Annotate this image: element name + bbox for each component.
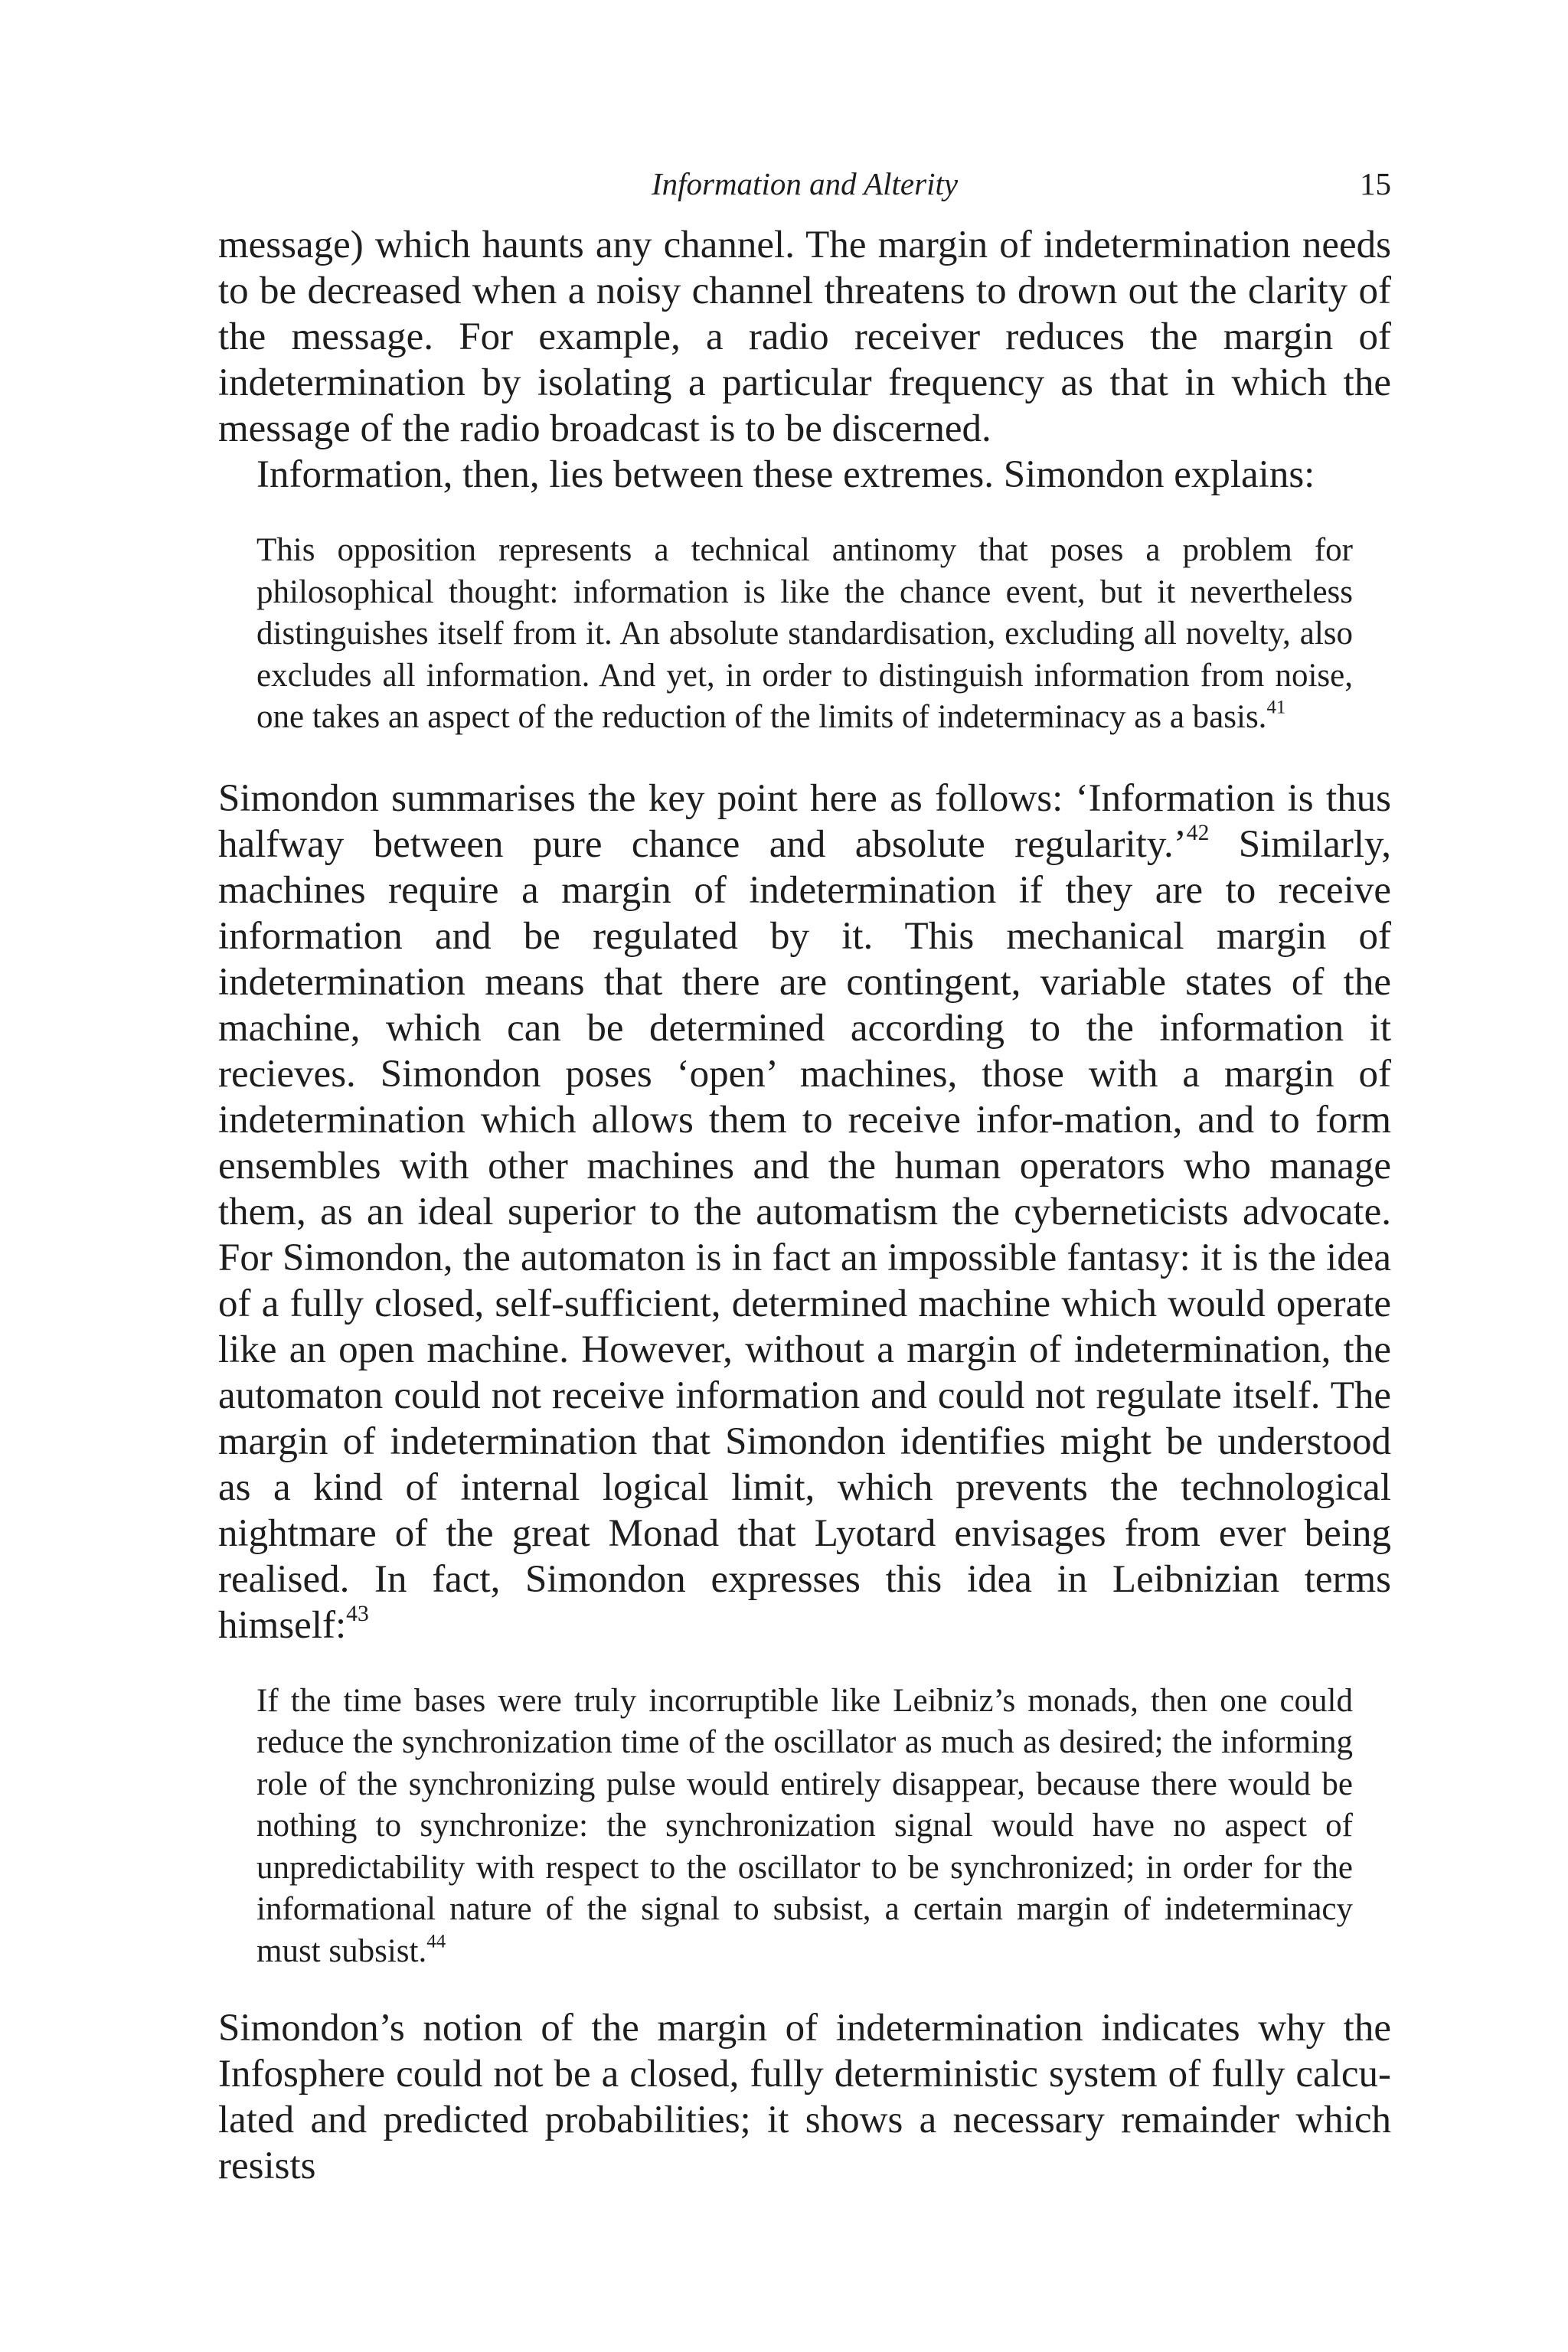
footnote-ref-43: 43 xyxy=(346,1601,369,1626)
paragraph-text-part1: Simondon summarises the key point here as follows: ‘Information is thus halfway between pure chance and absolute regularity.’ xyxy=(218,776,1391,866)
running-head xyxy=(218,161,1391,207)
paragraph-continued: message) which haunts any channel. The margin of indetermination needs to be decreased when a noisy channel threatens to drown out the clarity of the message. For example, a radio receiver reduces the margin of indetermination by isolating a particular frequency as that in which the message of the radio broadcast is to be discerned. xyxy=(218,224,1391,450)
paragraph-infosphere: Simondon’s notion of the margin of indetermination indicates why the Infosphere could not be a closed, fully deterministic system of fully calcu-lated and predicted probabilities; it shows a necessary remainder which resists xyxy=(218,2007,1391,2187)
book-page xyxy=(218,161,1391,2189)
paragraph-open-machines xyxy=(218,776,1391,1648)
quote-text: This opposition represents a technical antinomy that poses a problem for philosophical thought: information is like the chance event, but it nevertheless distinguishes itself from it. An absolute standardisation, excluding all novelty, also excludes all information. And yet, in order to distinguish information from noise, one takes an aspect of the reduction of the limits of indeterminacy as a basis. xyxy=(256,532,1353,735)
paragraph-intro-quote: Information, then, lies between these extremes. Simondon explains: xyxy=(256,453,1315,496)
footnote-ref-44: 44 xyxy=(426,1930,446,1952)
running-title: Information and Alterity xyxy=(651,166,959,201)
quote-text: If the time bases were truly incorruptible like Leibniz’s monads, then one could reduce the synchronization time of the oscillator as much as desired; the informing role of the synchronizing pulse would entirely disappear, because there would be nothing to synchronize: the synchronization signal would have no aspect of unpredictability with respect to the oscillator to be synchronized; in order for the informational nature of the signal to subsist, a certain margin of indeterminacy must subsist. xyxy=(256,1682,1353,1969)
block-quote-simondon-monads xyxy=(218,1681,1391,1973)
block-quote-simondon-antinomy xyxy=(218,530,1391,739)
footnote-ref-41: 41 xyxy=(1266,697,1286,718)
page-number: 15 xyxy=(1360,166,1391,201)
footnote-ref-42: 42 xyxy=(1186,820,1210,845)
paragraph-text-part2: Similarly, machines require a margin of indetermination if they are to receive information and be regulated by it. This mechanical margin of indetermination means that there are contingent, variable states of the machine, which can be determined according to the information it recieves. Simondon poses ‘open’ machines, those with a margin of indetermination which allows them to receive infor-mation, and to form ensembles with other machines and the human operators who manage them, as an ideal superior to the automatism the cyberneticists advocate. For Simondon, the automaton is in fact an impossible fantasy: it is the idea of a fully closed, self-sufficient, determined machine which would operate like an open machine. However, without a margin of indetermination, the automaton could not receive information and could not regulate itself. The margin of indetermination that Simondon identifies might be understood as a kind of internal logical limit, which prevents the technological nightmare of the great Monad that Lyotard envisages from ever being realised. In fact, Simondon expresses this idea in Leibnizian terms himself: xyxy=(218,822,1391,1647)
